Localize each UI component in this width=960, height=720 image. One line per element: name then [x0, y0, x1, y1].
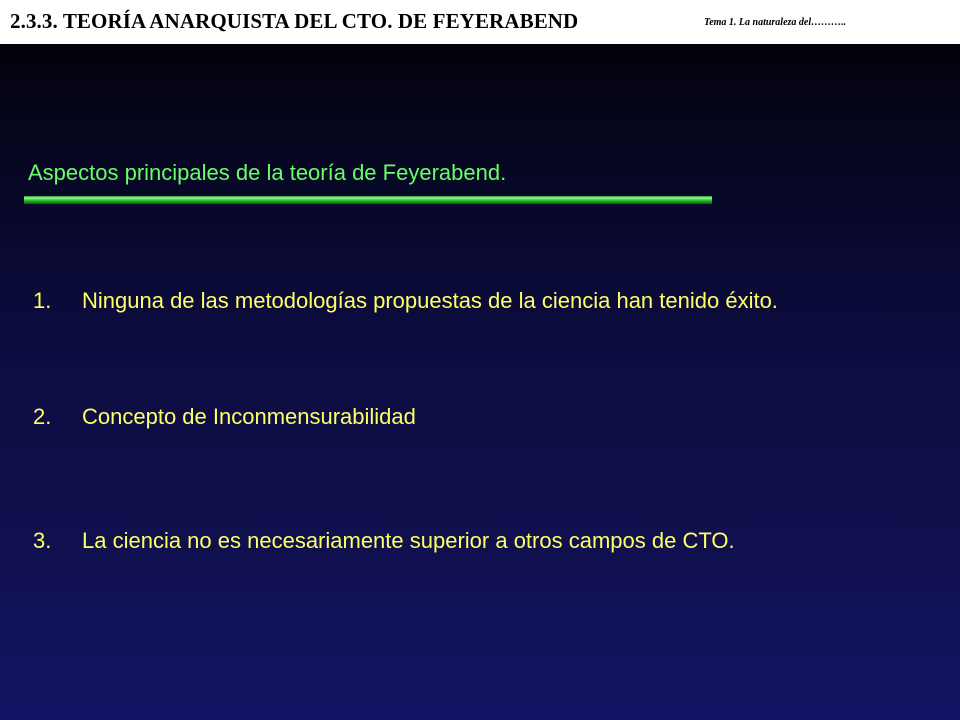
- slide-subtitle: Tema 1. La naturaleza del………..: [704, 17, 847, 28]
- list-item-text: La ciencia no es necesariamente superior a otros campos de CTO.: [82, 528, 735, 553]
- list-item-text: Ninguna de las metodologías propuestas de la ciencia han tenido éxito.: [82, 288, 778, 313]
- list-item-number: 2.: [33, 404, 52, 429]
- list-item-text: Concepto de Inconmensurabilidad: [82, 404, 416, 429]
- heading-underline: [24, 196, 712, 204]
- section-heading: Aspectos principales de la teoría de Feyerabend.: [28, 160, 507, 185]
- list-item-number: 3.: [33, 528, 52, 553]
- list-item: [33, 528, 735, 554]
- list-item: [33, 404, 416, 430]
- list-item: [33, 288, 778, 314]
- slide-title: 2.3.3. TEORÍA ANARQUISTA DEL CTO. DE FEYERABEND: [10, 9, 579, 33]
- list-item-number: 1.: [33, 288, 52, 313]
- slide-header: [0, 0, 960, 44]
